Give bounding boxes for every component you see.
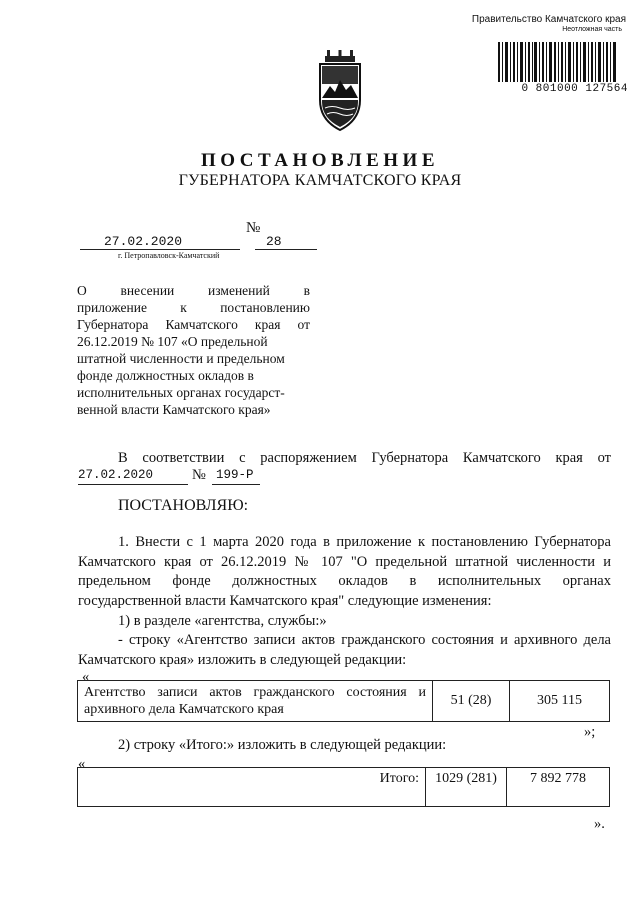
subject-line: фонде должностных окладов в [77, 368, 254, 383]
subject-line: приложение к постановлению [77, 300, 310, 315]
subject-line: 26.12.2019 № 107 «О предельной [77, 334, 268, 349]
table-row [78, 768, 610, 807]
decree-heading: ПОСТАНОВЛЯЮ: [118, 497, 249, 514]
basis-date: 27.02.2020 [78, 468, 154, 482]
open-quote: « [78, 756, 86, 772]
stamp-org: Правительство Камчатского края [471, 14, 626, 25]
table-cell-fund: 7 892 778 [507, 768, 610, 807]
table-cell-fund: 305 115 [510, 681, 610, 722]
dash-item-line: - строку «Агентство записи актов гражданского состояния и архивного дела [118, 632, 611, 648]
close-quote: »; [584, 724, 596, 740]
kamchatka-emblem-icon [317, 50, 363, 132]
table-total-row [77, 767, 610, 807]
subject-line: Губернатора Камчатского края от [77, 317, 310, 332]
agency-name-line: Агентство записи актов гражданского состояния и [84, 685, 426, 700]
document-city: г. Петропавловск-Камчатский [118, 251, 220, 260]
subject-line: О внесении изменений в [77, 283, 310, 298]
date-underline [80, 249, 240, 250]
item-1-line: предельном фонде должностных окладов в исполнительных органах [78, 573, 611, 589]
close-quote: ». [594, 816, 605, 832]
item-1-line: государственной власти Камчатского края" следующие изменения: [78, 592, 492, 609]
subject-line: исполнительных органах государст- [77, 385, 285, 400]
number-sign: № [246, 220, 261, 236]
basis-number: 199-Р [216, 468, 254, 482]
page-subtitle: ГУБЕРНАТОРА КАМЧАТСКОГО КРАЯ [178, 172, 462, 189]
number-underline [255, 249, 317, 250]
subject-line: венной власти Камчатского края» [77, 402, 271, 417]
basis-line: В соответствии с распоряжением Губернатора Камчатского края от [118, 450, 611, 466]
document-date: 27.02.2020 [104, 234, 183, 249]
barcode-number: 0 801000 127564 [521, 83, 628, 95]
table-agency-row [77, 680, 610, 722]
table-cell-count: 51 (28) [433, 681, 510, 722]
sub-item-1: 1) в разделе «агентства, службы:» [118, 613, 327, 629]
document-number: 28 [266, 234, 282, 249]
barcode [498, 42, 616, 88]
dash-item-1 [78, 631, 611, 670]
table-cell-label: Итого: [78, 768, 426, 807]
basis-date-underline [78, 484, 188, 485]
registration-stamp [466, 14, 626, 33]
basis-number-underline [212, 484, 260, 485]
dash-item-line: Камчатского края» изложить в следующей редакции: [78, 651, 407, 668]
item-1-line: 1. Внести с 1 марта 2020 года в приложение к постановлению Губернатора [118, 534, 611, 550]
table-row [78, 681, 610, 722]
stamp-part: Неотложная часть [562, 26, 622, 33]
open-quote: « [82, 669, 90, 685]
document-subject [77, 282, 310, 418]
basis-number-sign: № [192, 467, 206, 483]
table-cell-count: 1029 (281) [426, 768, 507, 807]
page-title: ПОСТАНОВЛЕНИЕ [200, 150, 440, 171]
item-1 [78, 533, 611, 611]
subject-line: штатной численности и предельном [77, 351, 285, 366]
sub-item-2: 2) строку «Итого:» изложить в следующей редакции: [118, 737, 447, 753]
item-1-line: Камчатского края от 26.12.2019 № 107 "О предельной штатной численности и [78, 553, 611, 570]
table-cell-name [78, 681, 433, 722]
agency-name-line: архивного дела Камчатского края [84, 702, 284, 717]
